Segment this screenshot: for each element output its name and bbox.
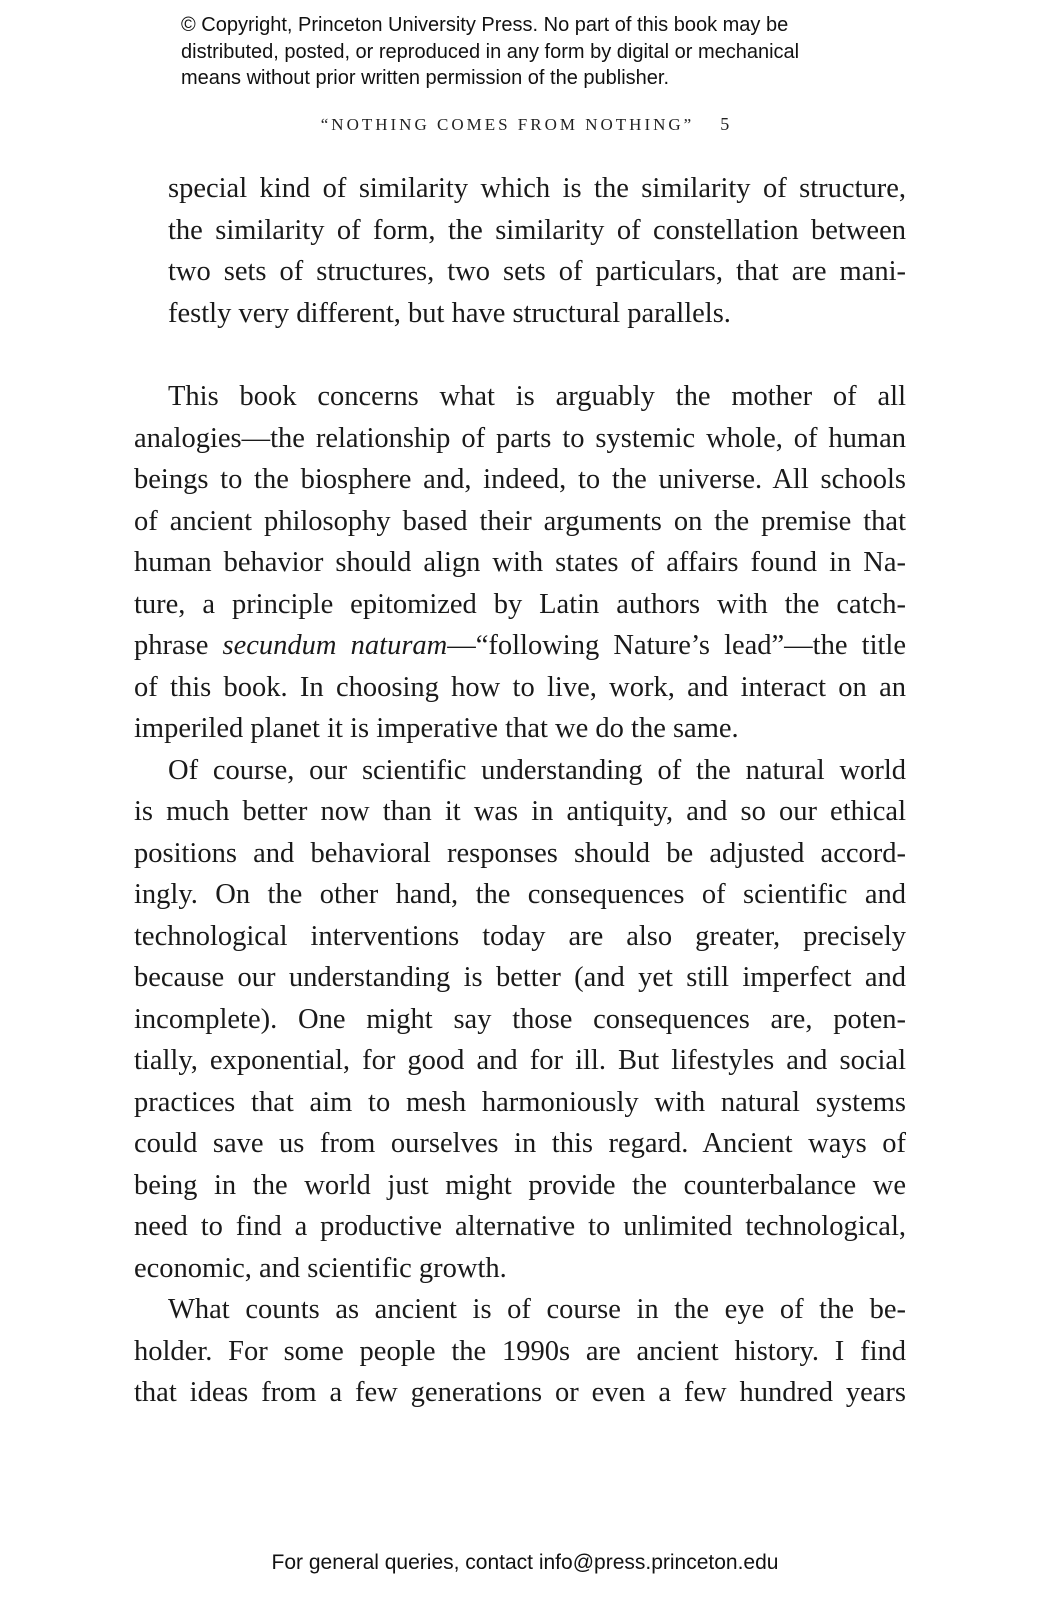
text-line: of ancient philosophy based their arguments on the premise that (134, 505, 906, 537)
text-line: practices that aim to mesh harmoniously with natural systems (134, 1086, 906, 1118)
page-body (134, 168, 906, 1414)
text-run: phrase (134, 630, 223, 661)
copyright-line: © Copyright, Princeton University Press. No part of this book may be (181, 14, 789, 36)
paragraph (134, 376, 906, 750)
text-line: special kind of similarity which is the similarity of structure, (168, 173, 906, 204)
text-line: of this book. In choosing how to live, work, and interact on an (134, 671, 906, 703)
text-line: economic, and scientific growth. (134, 1252, 507, 1284)
text-line: beings to the biosphere and, indeed, to the universe. All schools (134, 464, 906, 495)
text-line: being in the world just might provide the counterbalance we (134, 1169, 906, 1201)
block-quote (134, 168, 906, 334)
text-line: positions and behavioral responses should be adjusted accord- (134, 837, 906, 869)
text-line: festly very different, but have structural parallels. (168, 297, 731, 329)
text-line: technological interventions today are also greater, precisely (134, 920, 906, 952)
page-number: 5 (720, 114, 730, 134)
text-line: two sets of structures, two sets of particulars, that are mani- (168, 256, 906, 287)
text-line: the similarity of form, the similarity of constellation between (168, 214, 906, 246)
text-line: that ideas from a few generations or even a few hundred years (134, 1377, 906, 1408)
text-line: human behavior should align with states of affairs found in Na- (134, 547, 906, 578)
copyright-line: means without prior written permission of the publisher. (181, 67, 670, 89)
copyright-notice (181, 12, 941, 92)
text-line: ingly. On the other hand, the consequences of scientific and (134, 879, 906, 910)
text-line: ture, a principle epitomized by Latin authors with the catch- (134, 588, 906, 620)
paragraph (134, 1289, 906, 1414)
text-line: Of course, our scientific understanding of the natural world (168, 754, 906, 786)
running-head-title: “NOTHING COMES FROM NOTHING” (320, 115, 695, 134)
text-line: This book concerns what is arguably the mother of all (168, 381, 906, 412)
footer-contact: For general queries, contact info@press.princeton.edu (271, 1551, 779, 1574)
text-line: because our understanding is better (and yet still imperfect and (134, 962, 906, 993)
text-line: What counts as ancient is of course in the eye of the be- (168, 1294, 906, 1325)
text-line: is much better now than it was in antiquity, and so our ethical (134, 796, 906, 827)
text-line: analogies—the relationship of parts to systemic whole, of human (134, 422, 906, 454)
text-run: —“following Nature’s lead”—the title (447, 630, 906, 661)
copyright-line: distributed, posted, or reproduced in any form by digital or mechanical (181, 40, 800, 63)
text-line: tially, exponential, for good and for ill. But lifestyles and social (134, 1045, 906, 1076)
paragraph (134, 750, 906, 1290)
italic-phrase: secundum naturam (222, 630, 448, 661)
running-head (0, 114, 1050, 135)
text-line: could save us from ourselves in this regard. Ancient ways of (134, 1128, 906, 1159)
text-line: incomplete). One might say those consequences are, poten- (134, 1003, 906, 1035)
text-line: need to find a productive alternative to unlimited technological, (134, 1211, 906, 1242)
text-line: holder. For some people the 1990s are ancient history. I find (134, 1335, 906, 1367)
text-line (134, 625, 906, 667)
text-line: imperiled planet it is imperative that we do the same. (134, 713, 739, 744)
